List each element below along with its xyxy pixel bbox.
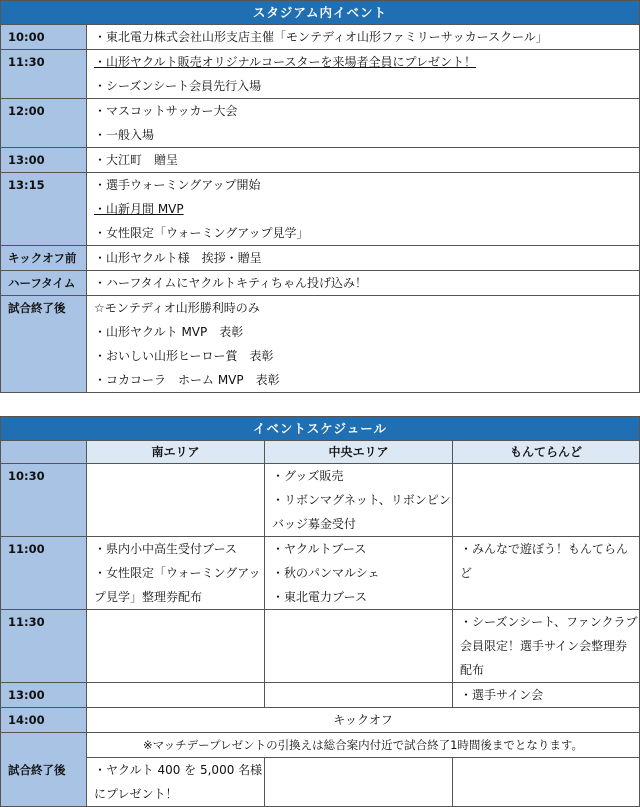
table-row	[1, 537, 640, 610]
time-cell: 13:00	[1, 148, 87, 173]
time-cell: 試合終了後	[1, 733, 87, 807]
time-cell: 10:00	[1, 25, 87, 50]
south-cell	[87, 683, 265, 708]
time-cell: キックオフ前	[1, 246, 87, 271]
table-row	[1, 464, 640, 537]
center-cell	[265, 683, 453, 708]
column-header-row	[1, 441, 640, 464]
table-row	[1, 271, 640, 296]
event-item: ・東北電力株式会社山形支店主催「モンテディオ山形ファミリーサッカースクール」	[94, 30, 548, 44]
event-item: ・県内小中高生受付ブース	[94, 542, 238, 556]
monte-cell	[453, 758, 640, 807]
south-cell	[87, 464, 265, 537]
event-item: ・山形ヤクルト販売オリジナルコースターを来場者全員にプレゼント！	[94, 55, 476, 69]
time-cell: 11:00	[1, 537, 87, 610]
time-cell: ハーフタイム	[1, 271, 87, 296]
event-item: ・グッズ販売	[272, 469, 344, 483]
event-item: ☆モンテディオ山形勝利時のみ	[94, 301, 260, 315]
event-item: ・ヤクルト 400 を 5,000 名様にプレゼント！	[94, 763, 263, 801]
south-cell	[87, 610, 265, 683]
table-row	[1, 148, 640, 173]
time-cell: 11:30	[1, 50, 87, 99]
event-item: ・ハーフタイムにヤクルトキティちゃん投げ込み！	[94, 276, 368, 290]
table-row	[1, 296, 640, 393]
event-schedule-title: イベントスケジュール	[1, 417, 640, 441]
table-row	[1, 246, 640, 271]
table-row	[1, 610, 640, 683]
event-item: ・女性限定「ウォーミングアップ見学」整理券配布	[94, 566, 261, 604]
event-item: ・シーズンシート、ファンクラブ会員限定！選手サイン会整理券配布	[460, 615, 638, 677]
table-row	[1, 758, 640, 807]
event-item: ・マスコットサッカー大会	[94, 104, 238, 118]
stadium-events-title: スタジアム内イベント	[1, 1, 640, 25]
center-cell	[265, 758, 453, 807]
stadium-events-table	[0, 0, 640, 393]
table-row	[1, 683, 640, 708]
time-cell: 13:00	[1, 683, 87, 708]
column-header-center: 中央エリア	[265, 441, 453, 464]
section-gap	[0, 393, 640, 416]
time-cell: 11:30	[1, 610, 87, 683]
event-item: ・女性限定「ウォーミングアップ見学」	[94, 226, 309, 240]
column-header-south: 南エリア	[87, 441, 265, 464]
time-cell: 14:00	[1, 708, 87, 733]
time-cell: 12:00	[1, 99, 87, 148]
event-item: ・秋のパンマルシェ	[272, 566, 380, 580]
event-item: ・みんなで遊ぼう！もんてらんど	[460, 542, 629, 580]
time-cell: 13:15	[1, 173, 87, 246]
time-cell: 10:30	[1, 464, 87, 537]
event-schedule-table	[0, 416, 640, 807]
time-header	[1, 441, 87, 464]
event-item: ・コカコーラ ホーム MVP 表彰	[94, 373, 280, 387]
event-item: ・ヤクルトブース	[272, 542, 367, 556]
column-header-monte: もんてらんど	[453, 441, 640, 464]
table-row	[1, 708, 640, 733]
match-day-note: ※マッチデープレゼントの引換えは総合案内付近で試合終了1時間後までとなります。	[87, 733, 640, 758]
monte-cell	[453, 464, 640, 537]
table-row	[1, 173, 640, 246]
event-item: ・大江町 贈呈	[94, 153, 179, 167]
event-item: ・山形ヤクルト MVP 表彰	[94, 325, 244, 339]
event-item: ・選手ウォーミングアップ開始	[94, 178, 261, 192]
table-row	[1, 25, 640, 50]
event-item: ・シーズンシート会員先行入場	[94, 79, 262, 93]
event-item: ・山新月間 MVP	[94, 202, 184, 216]
time-cell: 試合終了後	[1, 296, 87, 393]
event-item: ・おいしい山形ヒーロー賞 表彰	[94, 349, 274, 363]
table-row	[1, 733, 640, 758]
event-item: ・東北電力ブース	[272, 590, 368, 604]
kickoff-cell: キックオフ	[87, 708, 640, 733]
event-item: ・一般入場	[94, 128, 155, 142]
event-item: ・山形ヤクルト様 挨拶・贈呈	[94, 251, 262, 265]
table-row	[1, 50, 640, 99]
center-cell	[265, 610, 453, 683]
event-item: ・リボンマグネット、リボンピンバッジ募金受付	[272, 493, 451, 531]
event-item: ・選手サイン会	[460, 688, 544, 702]
table-row	[1, 99, 640, 148]
